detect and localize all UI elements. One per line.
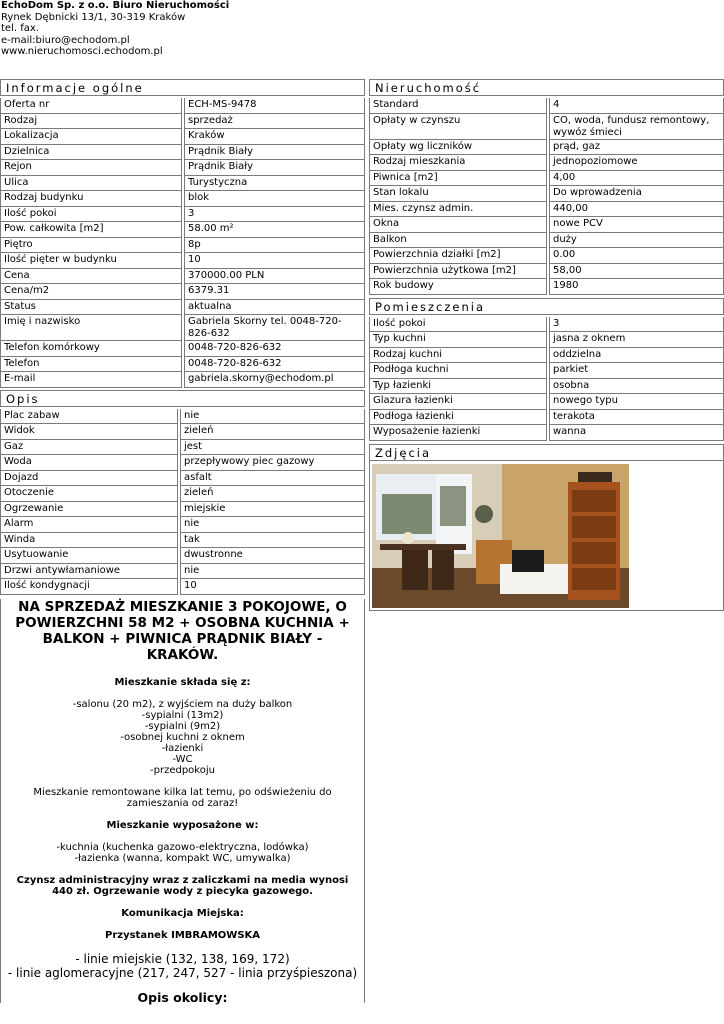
- row-value: 58,00: [549, 264, 724, 280]
- row-label: Rejon: [0, 160, 182, 176]
- table-row: [369, 155, 724, 171]
- row-value: 10: [180, 579, 365, 595]
- table-row: [0, 564, 365, 580]
- row-label: Rodzaj kuchni: [369, 348, 547, 364]
- table-row: [0, 207, 365, 223]
- table-row: [369, 317, 724, 333]
- table-row: [0, 145, 365, 161]
- list-item: -kuchnia (kuchenka gazowo-elektryczna, lodówka): [56, 841, 309, 853]
- equipment-title: Mieszkanie wyposażone w:: [106, 819, 259, 831]
- table-row: [0, 372, 365, 388]
- table-row: [0, 98, 365, 114]
- opis-table: [0, 409, 365, 595]
- row-label: Woda: [0, 455, 178, 471]
- row-value: aktualna: [184, 300, 365, 316]
- row-label: Rodzaj budynku: [0, 191, 182, 207]
- composition-list: [7, 699, 358, 776]
- composition-title: Mieszkanie składa się z:: [114, 676, 251, 688]
- row-value: 4: [549, 98, 724, 114]
- table-row: [369, 171, 724, 187]
- table-row: [0, 548, 365, 564]
- equipment-list: [7, 842, 358, 864]
- table-row: [369, 248, 724, 264]
- list-item: - linie miejskie (132, 138, 169, 172): [75, 951, 290, 966]
- row-label: Widok: [0, 424, 178, 440]
- row-value: osobna: [549, 379, 724, 395]
- table-row: [0, 502, 365, 518]
- table-row: [369, 217, 724, 233]
- row-label: Imię i nazwisko: [0, 315, 182, 341]
- table-row: [0, 440, 365, 456]
- row-value: 0.00: [549, 248, 724, 264]
- row-value: wanna: [549, 425, 724, 441]
- row-label: Winda: [0, 533, 178, 549]
- table-row: [369, 279, 724, 295]
- row-label: Typ łazienki: [369, 379, 547, 395]
- table-row: [369, 98, 724, 114]
- transport-title: Komunikacja Miejska:: [121, 907, 244, 919]
- row-label: Wyposażenie łazienki: [369, 425, 547, 441]
- row-value: 8p: [184, 238, 365, 254]
- row-label: Rok budowy: [369, 279, 547, 295]
- company-email: e-mail:biuro@echodom.pl: [1, 34, 130, 46]
- row-label: Rodzaj mieszkania: [369, 155, 547, 171]
- table-row: [0, 341, 365, 357]
- row-value: Do wprowadzenia: [549, 186, 724, 202]
- section-photos-title: Zdjęcia: [369, 444, 724, 461]
- table-row: [0, 471, 365, 487]
- company-address: Rynek Dębnicki 13/1, 30-319 Kraków: [1, 11, 186, 23]
- row-value: prąd, gaz: [549, 140, 724, 156]
- table-row: [369, 264, 724, 280]
- table-row: [369, 332, 724, 348]
- row-label: Ilość pokoi: [0, 207, 182, 223]
- row-label: Balkon: [369, 233, 547, 249]
- row-label: Otoczenie: [0, 486, 178, 502]
- row-label: Oferta nr: [0, 98, 182, 114]
- list-item: -sypialni (13m2): [141, 709, 224, 721]
- row-value: ECH-MS-9478: [184, 98, 365, 114]
- company-phone: tel. fax.: [1, 23, 39, 34]
- rent-note: Czynsz administracyjny wraz z zaliczkami na media wynosi 440 zł. Ogrzewanie wody z piecyka gazowego.: [16, 874, 349, 897]
- row-value: Turystyczna: [184, 176, 365, 192]
- list-item: -przedpokoju: [150, 764, 215, 776]
- row-value: Gabriela Skorny tel. 0048-720-826-632: [184, 315, 365, 341]
- row-label: Usytuowanie: [0, 548, 178, 564]
- table-row: [369, 363, 724, 379]
- row-label: Powierzchnia działki [m2]: [369, 248, 547, 264]
- row-value: CO, woda, fundusz remontowy, wywóz śmieci: [549, 114, 724, 140]
- section-opis-title: Opis: [0, 390, 365, 407]
- row-label: Piętro: [0, 238, 182, 254]
- row-label: Ilość pokoi: [369, 317, 547, 333]
- row-label: Plac zabaw: [0, 409, 178, 425]
- row-value: zieleń: [180, 486, 365, 502]
- row-label: Ilość pięter w budynku: [0, 253, 182, 269]
- table-row: [369, 425, 724, 441]
- row-value: 6379.31: [184, 284, 365, 300]
- row-label: Piwnica [m2]: [369, 171, 547, 187]
- row-label: Powierzchnia użytkowa [m2]: [369, 264, 547, 280]
- table-row: [0, 409, 365, 425]
- row-value: 4,00: [549, 171, 724, 187]
- row-value: 10: [184, 253, 365, 269]
- row-value: 0048-720-826-632: [184, 357, 365, 373]
- row-label: Rodzaj: [0, 114, 182, 130]
- stop-name: Przystanek IMBRAMOWSKA: [104, 929, 261, 941]
- row-value: jasna z oknem: [549, 332, 724, 348]
- row-label: Ogrzewanie: [0, 502, 178, 518]
- row-value: 0048-720-826-632: [184, 341, 365, 357]
- row-value: 1980: [549, 279, 724, 295]
- row-label: Alarm: [0, 517, 178, 533]
- row-label: Glazura łazienki: [369, 394, 547, 410]
- row-value: asfalt: [180, 471, 365, 487]
- table-row: [369, 202, 724, 218]
- row-value: sprzedaż: [184, 114, 365, 130]
- table-row: [0, 300, 365, 316]
- list-item: - linie aglomeracyjne (217, 247, 527 - linia przyśpieszona): [7, 965, 358, 980]
- list-item: -sypialni (9m2): [144, 720, 221, 732]
- row-value: miejskie: [180, 502, 365, 518]
- row-label: Opłaty wg liczników: [369, 140, 547, 156]
- row-value: 3: [549, 317, 724, 333]
- list-item: -salonu (20 m2), z wyjściem na duży balkon: [72, 698, 293, 710]
- list-item: -WC: [172, 753, 193, 765]
- row-value: Kraków: [184, 129, 365, 145]
- row-value: oddzielna: [549, 348, 724, 364]
- row-value: nie: [180, 564, 365, 580]
- row-label: Ilość kondygnacji: [0, 579, 178, 595]
- table-row: [0, 269, 365, 285]
- row-label: E-mail: [0, 372, 182, 388]
- table-row: [0, 129, 365, 145]
- row-value: jednopoziomowe: [549, 155, 724, 171]
- row-value: nie: [180, 517, 365, 533]
- row-label: Dzielnica: [0, 145, 182, 161]
- list-item: -łazienki: [161, 742, 204, 754]
- table-row: [369, 140, 724, 156]
- row-label: Gaz: [0, 440, 178, 456]
- row-label: Podłoga kuchni: [369, 363, 547, 379]
- row-value: terakota: [549, 410, 724, 426]
- row-label: Standard: [369, 98, 547, 114]
- row-value: tak: [180, 533, 365, 549]
- renovated-note: Mieszkanie remontowane kilka lat temu, po odświeżeniu do zamieszania od zaraz!: [33, 786, 332, 809]
- row-label: Cena: [0, 269, 182, 285]
- row-value: nowe PCV: [549, 217, 724, 233]
- row-value: zieleń: [180, 424, 365, 440]
- agency-header: [1, 0, 229, 58]
- surroundings-title: Opis okolicy:: [137, 989, 228, 1005]
- general-table: [0, 98, 365, 388]
- row-label: Lokalizacja: [0, 129, 182, 145]
- table-row: [0, 455, 365, 471]
- photo-frame: [369, 461, 724, 611]
- company-website[interactable]: www.nieruchomosci.echodom.pl: [1, 46, 163, 57]
- row-value: duży: [549, 233, 724, 249]
- table-row: [0, 579, 365, 595]
- section-rooms-title: Pomieszczenia: [369, 298, 724, 315]
- list-item: -łazienka (wanna, kompakt WC, umywalka): [74, 852, 291, 864]
- table-row: [0, 191, 365, 207]
- row-value[interactable]: gabriela.skorny@echodom.pl: [184, 372, 365, 388]
- description-text: [0, 599, 365, 1003]
- transport-lines: [7, 952, 358, 980]
- row-label: Cena/m2: [0, 284, 182, 300]
- table-row: [0, 486, 365, 502]
- table-row: [369, 379, 724, 395]
- section-general-title: Informacje ogólne: [0, 79, 365, 96]
- row-value: blok: [184, 191, 365, 207]
- row-label: Telefon komórkowy: [0, 341, 182, 357]
- row-label: Mies. czynsz admin.: [369, 202, 547, 218]
- row-value: 3: [184, 207, 365, 223]
- row-value: 58.00 m²: [184, 222, 365, 238]
- left-column: [0, 79, 365, 1003]
- row-label: Podłoga łazienki: [369, 410, 547, 426]
- row-label: Telefon: [0, 357, 182, 373]
- row-value: jest: [180, 440, 365, 456]
- row-value: przepływowy piec gazowy: [180, 455, 365, 471]
- list-item: -osobnej kuchni z oknem: [120, 731, 245, 743]
- table-row: [0, 114, 365, 130]
- row-value: 440,00: [549, 202, 724, 218]
- row-label: Typ kuchni: [369, 332, 547, 348]
- table-row: [0, 253, 365, 269]
- row-value: 370000.00 PLN: [184, 269, 365, 285]
- table-row: [0, 315, 365, 341]
- table-row: [369, 233, 724, 249]
- table-row: [0, 160, 365, 176]
- section-property-title: Nieruchomość: [369, 79, 724, 96]
- table-row: [369, 114, 724, 140]
- row-label: Ulica: [0, 176, 182, 192]
- table-row: [0, 424, 365, 440]
- table-row: [0, 222, 365, 238]
- row-value: parkiet: [549, 363, 724, 379]
- row-label: Pow. całkowita [m2]: [0, 222, 182, 238]
- row-label: Dojazd: [0, 471, 178, 487]
- table-row: [369, 394, 724, 410]
- row-value: nie: [180, 409, 365, 425]
- row-label: Status: [0, 300, 182, 316]
- table-row: [0, 238, 365, 254]
- table-row: [369, 348, 724, 364]
- company-name: EchoDom Sp. z o.o. Biuro Nieruchomości: [1, 0, 230, 11]
- table-row: [0, 533, 365, 549]
- row-value: Prądnik Biały: [184, 145, 365, 161]
- table-row: [0, 517, 365, 533]
- table-row: [0, 357, 365, 373]
- right-column: [369, 79, 724, 611]
- row-label: Okna: [369, 217, 547, 233]
- apartment-photo[interactable]: [372, 464, 629, 608]
- row-label: Opłaty w czynszu: [369, 114, 547, 140]
- row-label: Drzwi antywłamaniowe: [0, 564, 178, 580]
- table-row: [0, 284, 365, 300]
- row-label: Stan lokalu: [369, 186, 547, 202]
- table-row: [369, 410, 724, 426]
- property-table: [369, 98, 724, 295]
- description-headline: NA SPRZEDAŻ MIESZKANIE 3 POKOJOWE, O POWIERZCHNI 58 M2 + OSOBNA KUCHNIA + BALKON + PIWNICA PRĄDNIK BIAŁY - KRAKÓW.: [15, 598, 350, 663]
- table-row: [369, 186, 724, 202]
- row-value: dwustronne: [180, 548, 365, 564]
- row-value: nowego typu: [549, 394, 724, 410]
- table-row: [0, 176, 365, 192]
- rooms-table: [369, 317, 724, 441]
- row-value: Prądnik Biały: [184, 160, 365, 176]
